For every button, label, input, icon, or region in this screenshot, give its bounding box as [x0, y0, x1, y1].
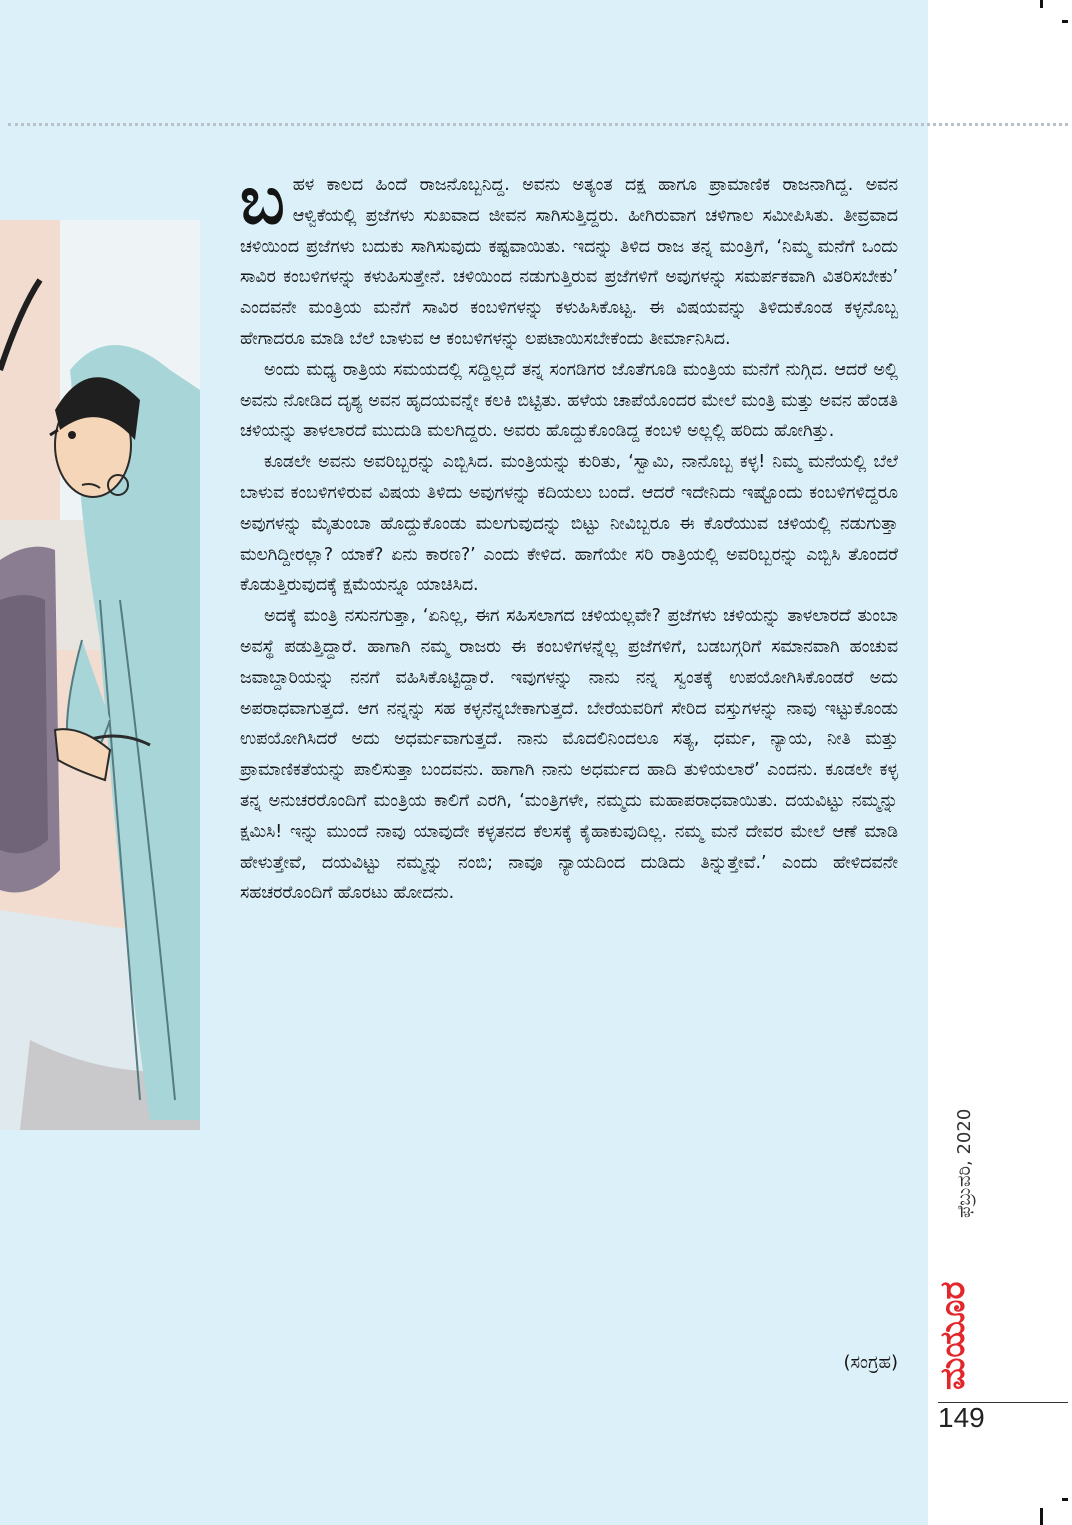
- story-paragraph: ಅಂದು ಮಧ್ಯ ರಾತ್ರಿಯ ಸಮಯದಲ್ಲಿ ಸದ್ದಿಲ್ಲದೆ ತನ್ನ ಸಂಗಡಿಗರ ಜೊತೆಗೂಡಿ ಮಂತ್ರಿಯ ಮನೆಗೆ ನುಗ್ಗಿದ. ಆದರೆ ಅಲ್ಲಿ ಅವನು ನೋಡಿದ ದೃಶ್ಯ ಅವನ ಹೃದಯವನ್ನೇ ಕಲಕಿ ಬಿಟ್ಟಿತು. ಹಳೆಯ ಚಾಪೆಯೊಂದರ ಮೇಲೆ ಮಂತ್ರಿ ಮತ್ತು ಅವನ ಹೆಂಡತಿ ಚಳಿಯನ್ನು ತಾಳಲಾರದೆ ಮುದುಡಿ ಮಲಗಿದ್ದರು. ಅವರು ಹೊದ್ದುಕೊಂಡಿದ್ದ ಕಂಬಳಿ ಅಲ್ಲಲ್ಲಿ ಹರಿದು ಹೋಗಿತ್ತು.: [240, 359, 898, 442]
- crop-mark: [1040, 0, 1043, 8]
- story-paragraph: [240, 162, 898, 355]
- story-text: [240, 162, 898, 909]
- story-paragraph: ಅದಕ್ಕೆ ಮಂತ್ರಿ ನಸುನಗುತ್ತಾ, ‘ಏನಿಲ್ಲ, ಈಗ ಸಹಿಸಲಾಗದ ಚಳಿಯಲ್ಲವೇ? ಪ್ರಜೆಗಳು ಚಳಿಯನ್ನು ತಾಳಲಾರದೆ ತುಂಬಾ ಅವಸ್ಥೆ ಪಡುತ್ತಿದ್ದಾರೆ. ಹಾಗಾಗಿ ನಮ್ಮ ರಾಜರು ಈ ಕಂಬಳಿಗಳನ್ನೆಲ್ಲ ಪ್ರಜೆಗಳಿಗೆ, ಬಡಬಗ್ಗರಿಗೆ ಸಮಾನವಾಗಿ ಹಂಚುವ ಜವಾಬ್ದಾರಿಯನ್ನು ನನಗೆ ವಹಿಸಿಕೊಟ್ಟಿದ್ದಾರೆ. ಇವುಗಳನ್ನು ನಾನು ನನ್ನ ಸ್ವಂತಕ್ಕೆ ಉಪಯೋಗಿಸಿಕೊಂಡರೆ ಅದು ಅಪರಾಧವಾಗುತ್ತದೆ. ಆಗ ನನ್ನನ್ನು ಸಹ ಕಳ್ಳನೆನ್ನಬೇಕಾಗುತ್ತದೆ. ಬೇರೆಯವರಿಗೆ ಸೇರಿದ ವಸ್ತುಗಳನ್ನು ನಾವು ಇಟ್ಟುಕೊಂಡು ಉಪಯೋಗಿಸಿದರೆ ಅದು ಅಧರ್ಮವಾಗುತ್ತದೆ. ನಾನು ಮೊದಲಿನಿಂದಲೂ ಸತ್ಯ, ಧರ್ಮ, ನ್ಯಾಯ, ನೀತಿ ಮತ್ತು ಪ್ರಾಮಾಣಿಕತೆಯನ್ನು ಪಾಲಿಸುತ್ತಾ ಬಂದವನು. ಹಾಗಾಗಿ ನಾನು ಅಧರ್ಮದ ಹಾದಿ ತುಳಿಯಲಾರೆ’ ಎಂದನು. ಕೂಡಲೇ ಕಳ್ಳ ತನ್ನ ಅನುಚರರೊಂದಿಗೆ ಮಂತ್ರಿಯ ಕಾಲಿಗೆ ಎರಗಿ, ‘ಮಂತ್ರಿಗಳೇ, ನಮ್ಮದು ಮಹಾಪರಾಧವಾಯಿತು. ದಯವಿಟ್ಟು ನಮ್ಮನ್ನು ಕ್ಷಮಿಸಿ! ಇನ್ನು ಮುಂದೆ ನಾವು ಯಾವುದೇ ಕಳ್ಳತನದ ಕೆಲಸಕ್ಕೆ ಕೈಹಾಕುವುದಿಲ್ಲ. ನಮ್ಮ ಮನೆ ದೇವರ ಮೇಲೆ ಆಣೆ ಮಾಡಿ ಹೇಳುತ್ತೇವೆ, ದಯವಿಟ್ಟು ನಮ್ಮನ್ನು ನಂಬಿ; ನಾವೂ ನ್ಯಾಯದಿಂದ ದುಡಿದು ತಿನ್ನುತ್ತೇವೆ.’ ಎಂದು ಹೇಳಿದವನೇ ಸಹಚರರೊಂದಿಗೆ ಹೊರಟು ಹೋದನು.: [240, 606, 898, 904]
- drop-cap: ಬ: [240, 162, 285, 239]
- issue-date: ಫೆಬ್ರುವರಿ, 2020: [954, 1108, 975, 1218]
- crop-mark: [1040, 1508, 1043, 1525]
- crop-mark: [1062, 20, 1068, 23]
- magazine-logo: ಮಯೂರ: [933, 1281, 973, 1390]
- paragraph-text: ಹಳ ಕಾಲದ ಹಿಂದೆ ರಾಜನೊಬ್ಬನಿದ್ದ. ಅವನು ಅತ್ಯಂತ ದಕ್ಷ ಹಾಗೂ ಪ್ರಾಮಾಣಿಕ ರಾಜನಾಗಿದ್ದ. ಅವನ ಆಳ್ವಿಕೆಯಲ್ಲಿ ಪ್ರಜೆಗಳು ಸುಖವಾದ ಜೀವನ ಸಾಗಿಸುತ್ತಿದ್ದರು. ಹೀಗಿರುವಾಗ ಚಳಿಗಾಲ ಸಮೀಪಿಸಿತು. ತೀವ್ರವಾದ ಚಳಿಯಿಂದ ಪ್ರಜೆಗಳು ಬದುಕು ಸಾಗಿಸುವುದು ಕಷ್ಟವಾಯಿತು. ಇದನ್ನು ತಿಳಿದ ರಾಜ ತನ್ನ ಮಂತ್ರಿಗೆ, ‘ನಿಮ್ಮ ಮನೆಗೆ ಒಂದು ಸಾವಿರ ಕಂಬಳಿಗಳನ್ನು ಕಳುಹಿಸುತ್ತೇನೆ. ಚಳಿಯಿಂದ ನಡುಗುತ್ತಿರುವ ಪ್ರಜೆಗಳಿಗೆ ಅವುಗಳನ್ನು ಸಮರ್ಪಕವಾಗಿ ವಿತರಿಸಬೇಕು’ ಎಂದವನೇ ಮಂತ್ರಿಯ ಮನೆಗೆ ಸಾವಿರ ಕಂಬಳಿಗಳನ್ನು ಕಳುಹಿಸಿಕೊಟ್ಟ. ಈ ವಿಷಯವನ್ನು ತಿಳಿದುಕೊಂಡ ಕಳ್ಳನೊಬ್ಬ ಹೇಗಾದರೂ ಮಾಡಿ ಬೆಲೆ ಬಾಳುವ ಆ ಕಂಬಳಿಗಳನ್ನು ಲಪಟಾಯಿಸಬೇಕೆಂದು ತೀರ್ಮಾನಿಸಿದ.: [240, 175, 898, 349]
- crop-mark: [1062, 1498, 1068, 1501]
- page-number: 149: [938, 1402, 985, 1433]
- source-credit: (ಸಂಗ್ರಹ): [843, 1352, 898, 1373]
- story-paragraph: ಕೂಡಲೇ ಅವನು ಅವರಿಬ್ಬರನ್ನು ಎಬ್ಬಿಸಿದ. ಮಂತ್ರಿಯನ್ನು ಕುರಿತು, ‘ಸ್ವಾಮಿ, ನಾನೊಬ್ಬ ಕಳ್ಳ! ನಿಮ್ಮ ಮನೆಯಲ್ಲಿ ಬೆಲೆ ಬಾಳುವ ಕಂಬಳಿಗಳಿರುವ ವಿಷಯ ತಿಳಿದು ಅವುಗಳನ್ನು ಕದಿಯಲು ಬಂದೆ. ಆದರೆ ಇದೇನಿದು ಇಷ್ಟೊಂದು ಕಂಬಳಿಗಳಿದ್ದರೂ ಅವುಗಳನ್ನು ಮೈತುಂಬಾ ಹೊದ್ದುಕೊಂಡು ಮಲಗುವುದನ್ನು ಬಿಟ್ಟು ನೀವಿಬ್ಬರೂ ಈ ಕೊರೆಯುವ ಚಳಿಯಲ್ಲಿ ನಡುಗುತ್ತಾ ಮಲಗಿದ್ದೀರಲ್ಲಾ? ಯಾಕೆ? ಏನು ಕಾರಣ?’ ಎಂದು ಕೇಳಿದ. ಹಾಗೆಯೇ ಸರಿ ರಾತ್ರಿಯಲ್ಲಿ ಅವರಿಬ್ಬರನ್ನು ಎಬ್ಬಿಸಿ ತೊಂದರೆ ಕೊಡುತ್ತಿರುವುದಕ್ಕೆ ಕ್ಷಮೆಯನ್ನೂ ಯಾಚಿಸಿದ.: [240, 452, 898, 596]
- dotted-divider: [8, 123, 1068, 126]
- woman-in-saree-illustration: [0, 220, 200, 1130]
